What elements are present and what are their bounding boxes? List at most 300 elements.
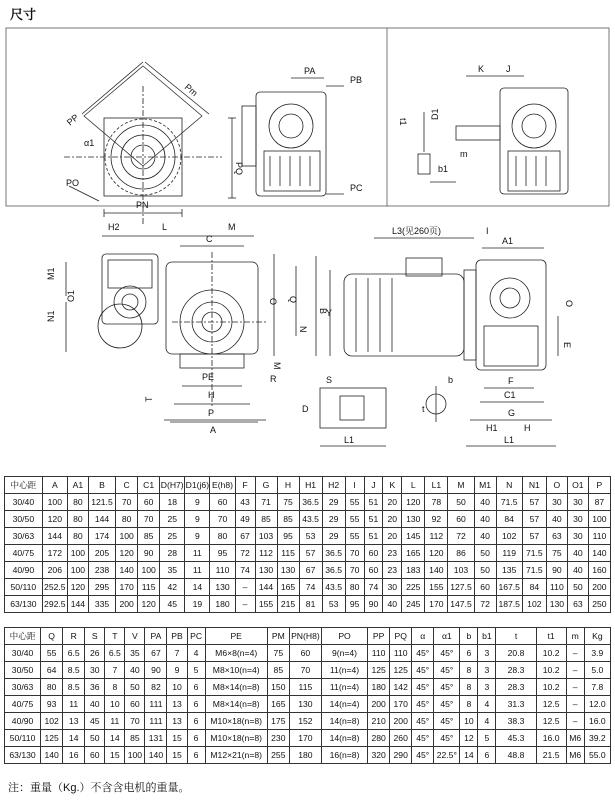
- table-cell: 14: [185, 579, 210, 596]
- table-cell: 6.5: [63, 645, 85, 662]
- table-cell: 70: [345, 562, 364, 579]
- table-row: [5, 679, 611, 696]
- table-cell: 51: [364, 494, 383, 511]
- table-cell: 11(n=4): [321, 662, 367, 679]
- table-cell: M8×14(n=8): [205, 696, 267, 713]
- table-cell: 6: [478, 747, 496, 764]
- table1-header-cell: B: [88, 477, 115, 494]
- table-cell: 112: [425, 528, 448, 545]
- table-cell: 10: [167, 679, 187, 696]
- table2-header-cell: α1: [434, 628, 460, 645]
- label-a: A: [210, 425, 217, 435]
- table-cell: 5.0: [584, 662, 610, 679]
- table2-header-cell: V: [125, 628, 145, 645]
- table-cell: 40: [474, 511, 496, 528]
- table-cell: 144: [88, 511, 115, 528]
- table1-header-cell: E(h8): [210, 477, 235, 494]
- table-cell: 3: [478, 662, 496, 679]
- table2-header-cell: t1: [536, 628, 566, 645]
- label-pb: PB: [350, 75, 363, 85]
- table-cell: 45: [85, 713, 105, 730]
- table-cell: 23: [383, 545, 402, 562]
- table2-header-cell: T: [105, 628, 125, 645]
- table-cell: 36.5: [299, 494, 322, 511]
- table2-header-cell: PC: [187, 628, 205, 645]
- weight-note: 注：重量（Kg.）不含含电机的重量。: [8, 782, 190, 794]
- table-cell: 9(n=4): [321, 645, 367, 662]
- dimensions-table-1: [4, 476, 611, 613]
- table2-body: [5, 645, 611, 764]
- table-cell: 11(n=4): [321, 679, 367, 696]
- table-cell: 18: [160, 494, 185, 511]
- table-cell: 245: [402, 596, 425, 613]
- table-cell: 140: [425, 562, 448, 579]
- table-cell: 28: [160, 545, 185, 562]
- table2-header-cell: Kg: [584, 628, 610, 645]
- table-cell: 11: [185, 562, 210, 579]
- table-cell: 16(n=8): [321, 747, 367, 764]
- table-cell: 13: [167, 696, 187, 713]
- table-cell: 74: [235, 562, 255, 579]
- table-cell: 53: [322, 596, 345, 613]
- table-cell: 16.0: [536, 730, 566, 747]
- label-b1: b1: [438, 164, 449, 174]
- table-cell: 165: [267, 696, 289, 713]
- table-cell: 53: [299, 528, 322, 545]
- table-cell: 12: [460, 730, 478, 747]
- table-cell: 51: [364, 511, 383, 528]
- table-cell: 102: [496, 528, 522, 545]
- table-cell: 6: [187, 696, 205, 713]
- table-cell: 30: [567, 528, 588, 545]
- table-cell: 60: [210, 494, 235, 511]
- table-row: [5, 730, 611, 747]
- table-cell: 6: [187, 679, 205, 696]
- label-o: O: [268, 298, 278, 306]
- table-cell: 60: [138, 494, 160, 511]
- table-cell: 85: [125, 730, 145, 747]
- table-cell: 144: [67, 596, 88, 613]
- table-cell: 14(n=8): [321, 730, 367, 747]
- table-cell: 150: [267, 679, 289, 696]
- table-cell: 63/130: [5, 747, 41, 764]
- table-cell: 12.5: [536, 696, 566, 713]
- table-cell: 30: [85, 662, 105, 679]
- table1-header-cell: C1: [138, 477, 160, 494]
- table-cell: 174: [88, 528, 115, 545]
- table-cell: 127.5: [448, 579, 474, 596]
- table-cell: 55: [41, 645, 63, 662]
- output-shaft-detail: [320, 386, 446, 446]
- table2-header-cell: PN(H8): [289, 628, 321, 645]
- table-cell: 260: [390, 730, 412, 747]
- table-cell: 120: [67, 579, 88, 596]
- label-m-side: M: [272, 362, 282, 370]
- table-cell: 130: [210, 579, 235, 596]
- label-l1: L1: [344, 435, 355, 445]
- table-cell: 170: [425, 596, 448, 613]
- table-cell: 4: [187, 645, 205, 662]
- table-cell: 90: [364, 596, 383, 613]
- table-cell: 40: [125, 662, 145, 679]
- table1-header-cell: L1: [425, 477, 448, 494]
- table-cell: 85: [255, 511, 277, 528]
- table-cell: 155: [255, 596, 277, 613]
- table-cell: 50: [448, 494, 474, 511]
- table1-header-cell: O: [546, 477, 567, 494]
- table-cell: 10.2: [536, 662, 566, 679]
- table-cell: 142: [390, 679, 412, 696]
- table-cell: 70: [116, 494, 138, 511]
- table-cell: 131: [145, 730, 167, 747]
- table-cell: 45: [160, 596, 185, 613]
- label-h: H: [208, 390, 215, 400]
- table-cell: 95: [345, 596, 364, 613]
- table-cell: –: [566, 662, 584, 679]
- table-cell: 183: [402, 562, 425, 579]
- table-cell: 70: [210, 511, 235, 528]
- label-m-top: M: [228, 222, 236, 232]
- label-po: PO: [66, 178, 80, 188]
- table-cell: 30/63: [5, 528, 43, 545]
- table2-header-cell: PO: [321, 628, 367, 645]
- table-cell: 45°: [434, 730, 460, 747]
- table-cell: 102: [522, 596, 546, 613]
- table-row: [5, 747, 611, 764]
- label-o-right: O: [564, 300, 574, 308]
- label-n: N: [298, 326, 308, 333]
- table-cell: 50: [85, 730, 105, 747]
- table-cell: 103: [448, 562, 474, 579]
- table-cell: 9: [185, 528, 210, 545]
- table-cell: 39.2: [584, 730, 610, 747]
- table1-header-cell: F: [235, 477, 255, 494]
- table-cell: 120: [425, 545, 448, 562]
- label-n1: N1: [46, 310, 56, 322]
- table-cell: 10: [105, 696, 125, 713]
- table-cell: 335: [88, 596, 115, 613]
- label-l3: L3(见260页): [392, 226, 442, 236]
- table-cell: 30: [567, 511, 588, 528]
- table-row: [5, 662, 611, 679]
- table-cell: 6: [187, 713, 205, 730]
- table-cell: 55: [345, 511, 364, 528]
- table-cell: 30/50: [5, 662, 41, 679]
- table-cell: 100: [67, 545, 88, 562]
- table2-header-cell: PM: [267, 628, 289, 645]
- table-cell: 13: [167, 713, 187, 730]
- table-cell: 85: [138, 528, 160, 545]
- table-cell: 20.8: [496, 645, 536, 662]
- table-cell: 103: [255, 528, 277, 545]
- label-d1: D1: [430, 108, 440, 120]
- table-cell: 111: [145, 696, 167, 713]
- table-cell: 170: [116, 579, 138, 596]
- table-cell: 187.5: [496, 596, 522, 613]
- label-f: F: [508, 376, 514, 386]
- table1-header-cell: J: [364, 477, 383, 494]
- table2-header-cell: PB: [167, 628, 187, 645]
- table-cell: 11: [63, 696, 85, 713]
- table-cell: 71.5: [522, 545, 546, 562]
- table1-header-cell: H2: [322, 477, 345, 494]
- table-cell: 80: [210, 528, 235, 545]
- table2-header-cell: b: [460, 628, 478, 645]
- table-cell: 30/40: [5, 494, 43, 511]
- table-cell: 63: [546, 528, 567, 545]
- table-cell: 45°: [412, 679, 434, 696]
- table-cell: M10×18(n=8): [205, 730, 267, 747]
- table-cell: 3: [478, 679, 496, 696]
- table-cell: 8: [460, 662, 478, 679]
- table-cell: 60: [125, 696, 145, 713]
- table-cell: 57: [522, 494, 546, 511]
- table-cell: 45°: [434, 662, 460, 679]
- label-r: R: [270, 374, 277, 384]
- table-cell: 125: [368, 662, 390, 679]
- table-cell: 14: [105, 730, 125, 747]
- table-cell: 121.5: [88, 494, 115, 511]
- table-cell: 75: [546, 545, 567, 562]
- label-k: K: [478, 64, 485, 74]
- label-y: Y: [326, 308, 333, 318]
- table-cell: 50/110: [5, 579, 43, 596]
- table-cell: 280: [368, 730, 390, 747]
- table-cell: 42: [160, 579, 185, 596]
- table-cell: 20: [383, 528, 402, 545]
- table-cell: 30: [383, 579, 402, 596]
- table-cell: 152: [289, 713, 321, 730]
- table-cell: 6: [187, 730, 205, 747]
- table-cell: 115: [289, 679, 321, 696]
- table-cell: 100: [588, 511, 610, 528]
- label-e: E: [562, 342, 572, 349]
- table-cell: 40: [474, 528, 496, 545]
- table2-header-cell: S: [85, 628, 105, 645]
- table-cell: 60: [448, 511, 474, 528]
- table2-header-cell: 中心距: [5, 628, 41, 645]
- label-o1: O1: [66, 289, 76, 302]
- table-cell: 25: [160, 511, 185, 528]
- table-cell: 29: [322, 528, 345, 545]
- label-pp: PP: [64, 112, 81, 128]
- table-row: [5, 562, 611, 579]
- table-cell: 80: [67, 528, 88, 545]
- table2-header-cell: t: [496, 628, 536, 645]
- table-cell: 10: [460, 713, 478, 730]
- table-cell: 16: [63, 747, 85, 764]
- label-j: J: [506, 64, 511, 74]
- table2-header-cell: PP: [368, 628, 390, 645]
- table-cell: 11: [105, 713, 125, 730]
- table-cell: 295: [88, 579, 115, 596]
- table-cell: M6: [566, 747, 584, 764]
- table-cell: 45°: [434, 696, 460, 713]
- table-cell: 35: [160, 562, 185, 579]
- table-cell: 180: [210, 596, 235, 613]
- table-cell: 45°: [412, 713, 434, 730]
- table-cell: 20: [383, 494, 402, 511]
- table-cell: 75: [277, 494, 299, 511]
- table-cell: 40/90: [5, 562, 43, 579]
- table2-header-cell: PE: [205, 628, 267, 645]
- table-cell: 210: [368, 713, 390, 730]
- table-cell: 36: [85, 679, 105, 696]
- table-cell: 57: [522, 528, 546, 545]
- table-cell: –: [566, 645, 584, 662]
- table-cell: 110: [588, 528, 610, 545]
- table-cell: 5: [478, 730, 496, 747]
- table-cell: 7: [167, 645, 187, 662]
- label-h1: H1: [486, 423, 498, 433]
- table-cell: 45°: [434, 679, 460, 696]
- table-cell: 95: [277, 528, 299, 545]
- table-cell: 60: [474, 579, 496, 596]
- table-cell: 50: [567, 579, 588, 596]
- table-cell: 120: [42, 511, 67, 528]
- table-cell: 84: [522, 579, 546, 596]
- label-c1: C1: [504, 390, 516, 400]
- table-cell: 72: [448, 528, 474, 545]
- label-b: B: [318, 308, 328, 315]
- table-cell: 225: [402, 579, 425, 596]
- table-cell: 95: [210, 545, 235, 562]
- label-p: P: [208, 408, 215, 418]
- table-cell: 119: [496, 545, 522, 562]
- table-cell: 81: [299, 596, 322, 613]
- table-cell: 7.8: [584, 679, 610, 696]
- table-cell: 140: [116, 562, 138, 579]
- table-cell: 25: [160, 528, 185, 545]
- table-cell: 165: [277, 579, 299, 596]
- table-cell: M6×8(n=4): [205, 645, 267, 662]
- label-i: I: [486, 226, 489, 236]
- label-c: C: [206, 234, 213, 244]
- table-cell: 90: [145, 662, 167, 679]
- table-cell: 200: [116, 596, 138, 613]
- table-cell: 120: [138, 596, 160, 613]
- table-cell: 29: [322, 511, 345, 528]
- table-cell: 57: [299, 545, 322, 562]
- table-cell: 40: [546, 511, 567, 528]
- table-cell: 75: [267, 645, 289, 662]
- table-cell: 255: [267, 747, 289, 764]
- table-cell: 90: [546, 562, 567, 579]
- table-cell: 67: [299, 562, 322, 579]
- table2-header-cell: PA: [145, 628, 167, 645]
- table-cell: 80: [67, 494, 88, 511]
- table-cell: 85: [267, 662, 289, 679]
- label-s: S: [326, 375, 333, 385]
- table-row: [5, 545, 611, 562]
- table-cell: 45°: [434, 713, 460, 730]
- table-cell: 50: [125, 679, 145, 696]
- table-cell: 87: [588, 494, 610, 511]
- table-cell: 12.0: [584, 696, 610, 713]
- table-cell: 12.5: [536, 713, 566, 730]
- table-cell: 55: [345, 528, 364, 545]
- table-cell: 8.5: [63, 662, 85, 679]
- table-cell: 40/75: [5, 545, 43, 562]
- table-cell: 80: [116, 511, 138, 528]
- label-a1: α1: [84, 138, 95, 148]
- table-cell: 38.3: [496, 713, 536, 730]
- table-cell: 15: [105, 747, 125, 764]
- table-cell: 3.9: [584, 645, 610, 662]
- label-h-right: H: [524, 423, 531, 433]
- table-cell: 111: [145, 713, 167, 730]
- table-cell: 8.5: [63, 679, 85, 696]
- table-cell: 63: [567, 596, 588, 613]
- table1-header-cell: D(H7): [160, 477, 185, 494]
- table-cell: 215: [277, 596, 299, 613]
- table-cell: 6.5: [105, 645, 125, 662]
- table-cell: 15: [167, 730, 187, 747]
- table-cell: 31.3: [496, 696, 536, 713]
- label-t-small: t: [422, 404, 425, 414]
- table-cell: 48.8: [496, 747, 536, 764]
- table-cell: 180: [368, 679, 390, 696]
- table-cell: 320: [368, 747, 390, 764]
- table-cell: 7: [105, 662, 125, 679]
- table-cell: 9: [185, 494, 210, 511]
- table-cell: 80: [345, 579, 364, 596]
- table1-header-cell: N1: [522, 477, 546, 494]
- table-cell: 15: [167, 747, 187, 764]
- table-cell: 40/75: [5, 696, 41, 713]
- table1-header-cell: 中心距: [5, 477, 43, 494]
- table-row: [5, 528, 611, 545]
- table1-body: [5, 494, 611, 613]
- label-l1-right: L1: [504, 435, 515, 445]
- table-cell: 100: [42, 494, 67, 511]
- table-cell: M8×10(n=4): [205, 662, 267, 679]
- table-cell: 8: [460, 696, 478, 713]
- table2-header-cell: Q: [41, 628, 63, 645]
- gearbox-front-view: [66, 236, 316, 422]
- table-cell: 290: [390, 747, 412, 764]
- table-cell: 100: [138, 562, 160, 579]
- table-cell: 50: [474, 562, 496, 579]
- table-cell: 30/40: [5, 645, 41, 662]
- table-cell: 200: [390, 713, 412, 730]
- table-cell: 71: [255, 494, 277, 511]
- table-cell: 238: [88, 562, 115, 579]
- table-cell: 50/110: [5, 730, 41, 747]
- table-cell: 43.5: [299, 511, 322, 528]
- table-cell: 29: [322, 494, 345, 511]
- table1-header-cell: D1(j6): [185, 477, 210, 494]
- table1-header-cell: A: [42, 477, 67, 494]
- table-cell: 40: [474, 494, 496, 511]
- table-cell: 145: [402, 528, 425, 545]
- table-cell: 200: [368, 696, 390, 713]
- table1-header-cell: H1: [299, 477, 322, 494]
- table-cell: 172: [42, 545, 67, 562]
- table-cell: 110: [368, 645, 390, 662]
- table-cell: 110: [546, 579, 567, 596]
- table-cell: 14(n=4): [321, 696, 367, 713]
- label-d: D: [302, 404, 309, 414]
- table-cell: 155: [425, 579, 448, 596]
- table-cell: 250: [588, 596, 610, 613]
- label-l: L: [162, 222, 168, 232]
- table-cell: 82: [145, 679, 167, 696]
- table-cell: 60: [364, 545, 383, 562]
- label-b-small: b: [448, 375, 454, 385]
- table-cell: 21.5: [536, 747, 566, 764]
- table-cell: 11: [185, 545, 210, 562]
